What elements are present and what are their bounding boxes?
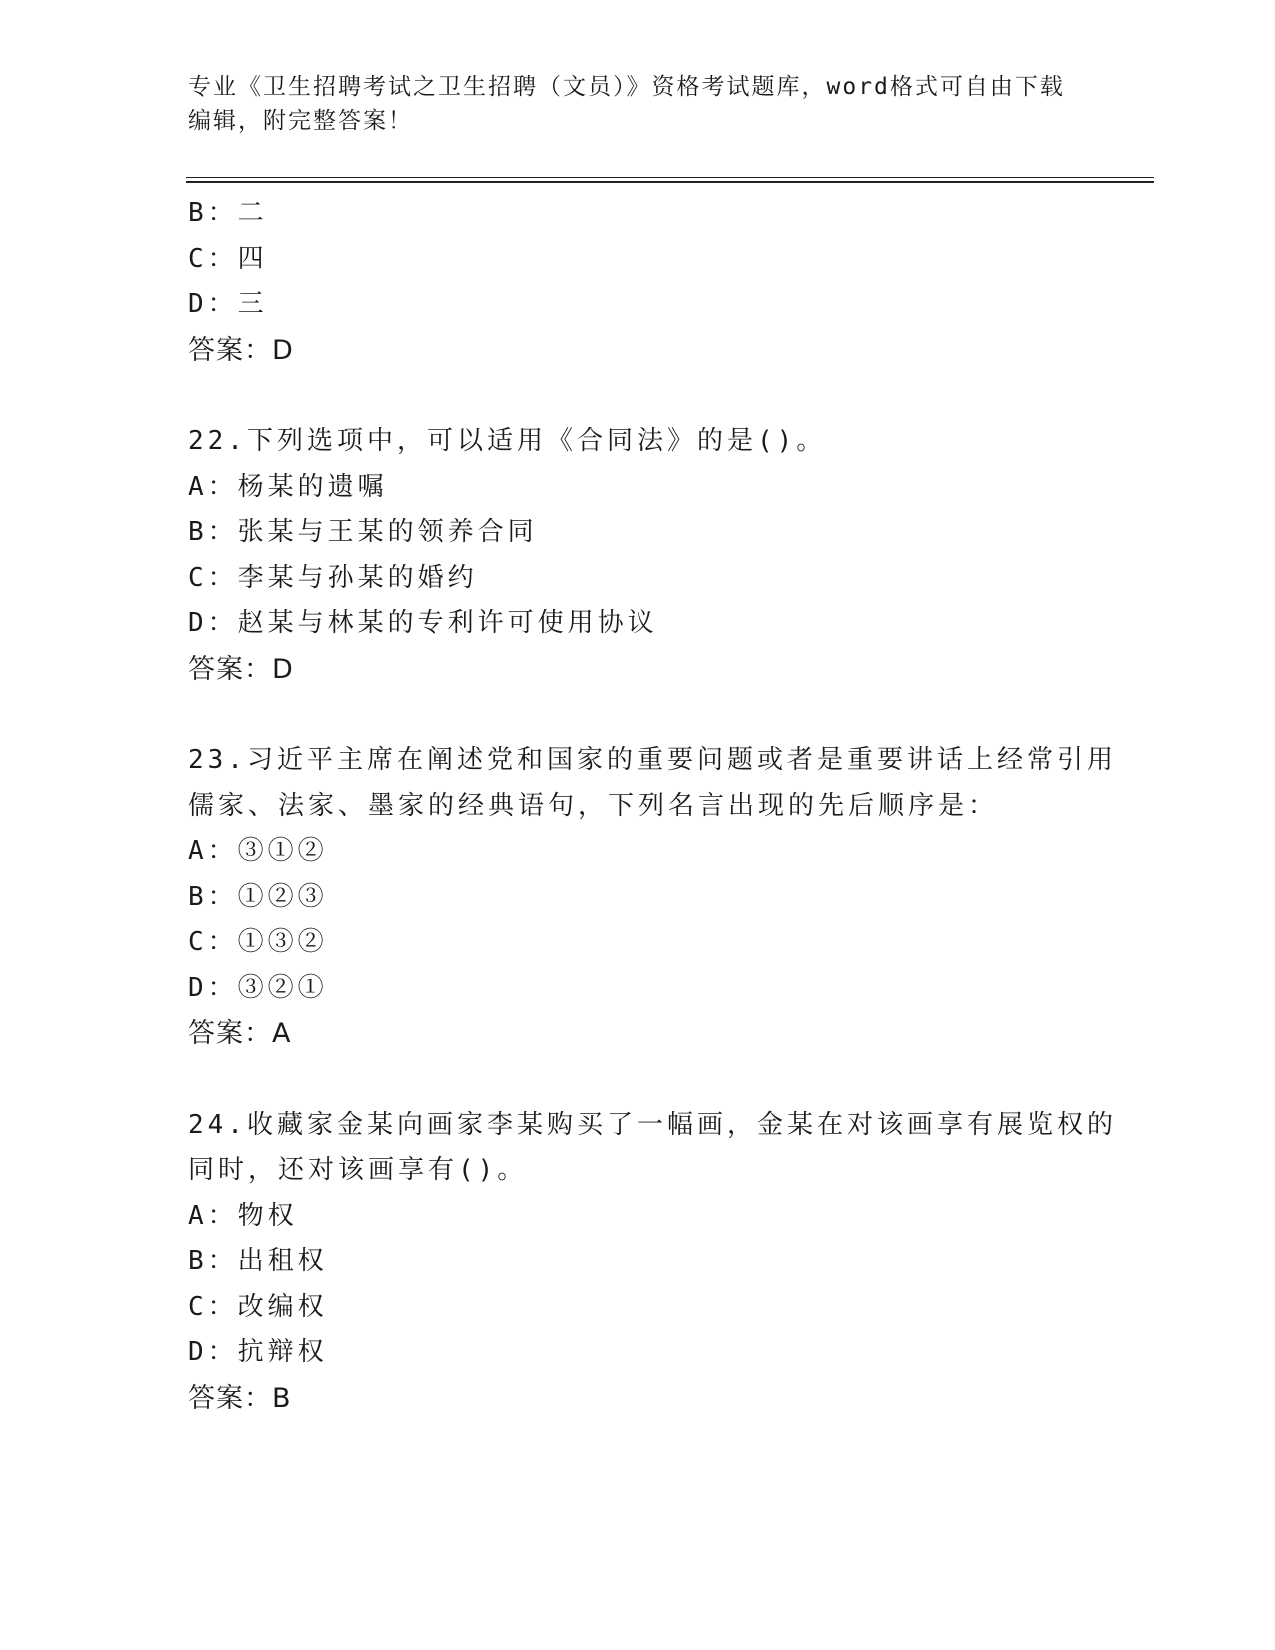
answer: 答案：B	[188, 1382, 292, 1414]
answer: 答案：D	[188, 334, 294, 366]
option-b: B：①②③	[188, 881, 328, 912]
header-line-2: 编辑，附完整答案！	[188, 108, 413, 134]
question-text-line-2: 同时，还对该画享有()。	[188, 1155, 528, 1185]
document-header	[188, 70, 1088, 138]
option-c: C：改编权	[188, 1291, 328, 1322]
option-d: D：赵某与林某的专利许可使用协议	[188, 608, 658, 638]
option-a: A：物权	[188, 1200, 298, 1231]
question-text-line-1: 24.收藏家金某向画家李某购买了一幅画，金某在对该画享有展览权的	[188, 1109, 1117, 1140]
question-21	[188, 191, 1088, 373]
question-list	[188, 191, 1117, 1421]
option-b: B：二	[188, 198, 268, 228]
answer: 答案：D	[188, 653, 294, 685]
option-a: A：③①②	[188, 836, 328, 866]
option-c: C：李某与孙某的婚约	[188, 562, 478, 593]
header-divider-thin	[186, 177, 1154, 178]
option-b: B：出租权	[188, 1246, 328, 1276]
header-line-1: 专业《卫生招聘考试之卫生招聘（文员）》资格考试题库，word格式可自由下载	[188, 74, 1065, 100]
option-d: D：三	[188, 289, 268, 319]
option-c: C：四	[188, 243, 268, 274]
spacer	[188, 1057, 1088, 1103]
question-text-line-1: 23.习近平主席在阐述党和国家的重要问题或者是重要讲话上经常引用	[188, 745, 1117, 775]
answer: 答案：A	[188, 1018, 292, 1049]
spacer	[188, 692, 1088, 738]
option-a: A：杨某的遗嘱	[188, 471, 388, 502]
header-divider-thick	[186, 181, 1154, 183]
option-d: D：③②①	[188, 972, 328, 1003]
question-text: 22.下列选项中，可以适用《合同法》的是()。	[188, 426, 827, 456]
spacer	[188, 373, 1088, 419]
question-23	[188, 738, 1117, 1057]
question-24	[188, 1103, 1117, 1422]
question-22	[188, 419, 1088, 692]
question-text-line-2: 儒家、法家、墨家的经典语句，下列名言出现的先后顺序是：	[188, 790, 999, 821]
option-d: D：抗辩权	[188, 1337, 328, 1367]
option-c: C：①③②	[188, 927, 328, 957]
option-b: B：张某与王某的领养合同	[188, 517, 538, 547]
